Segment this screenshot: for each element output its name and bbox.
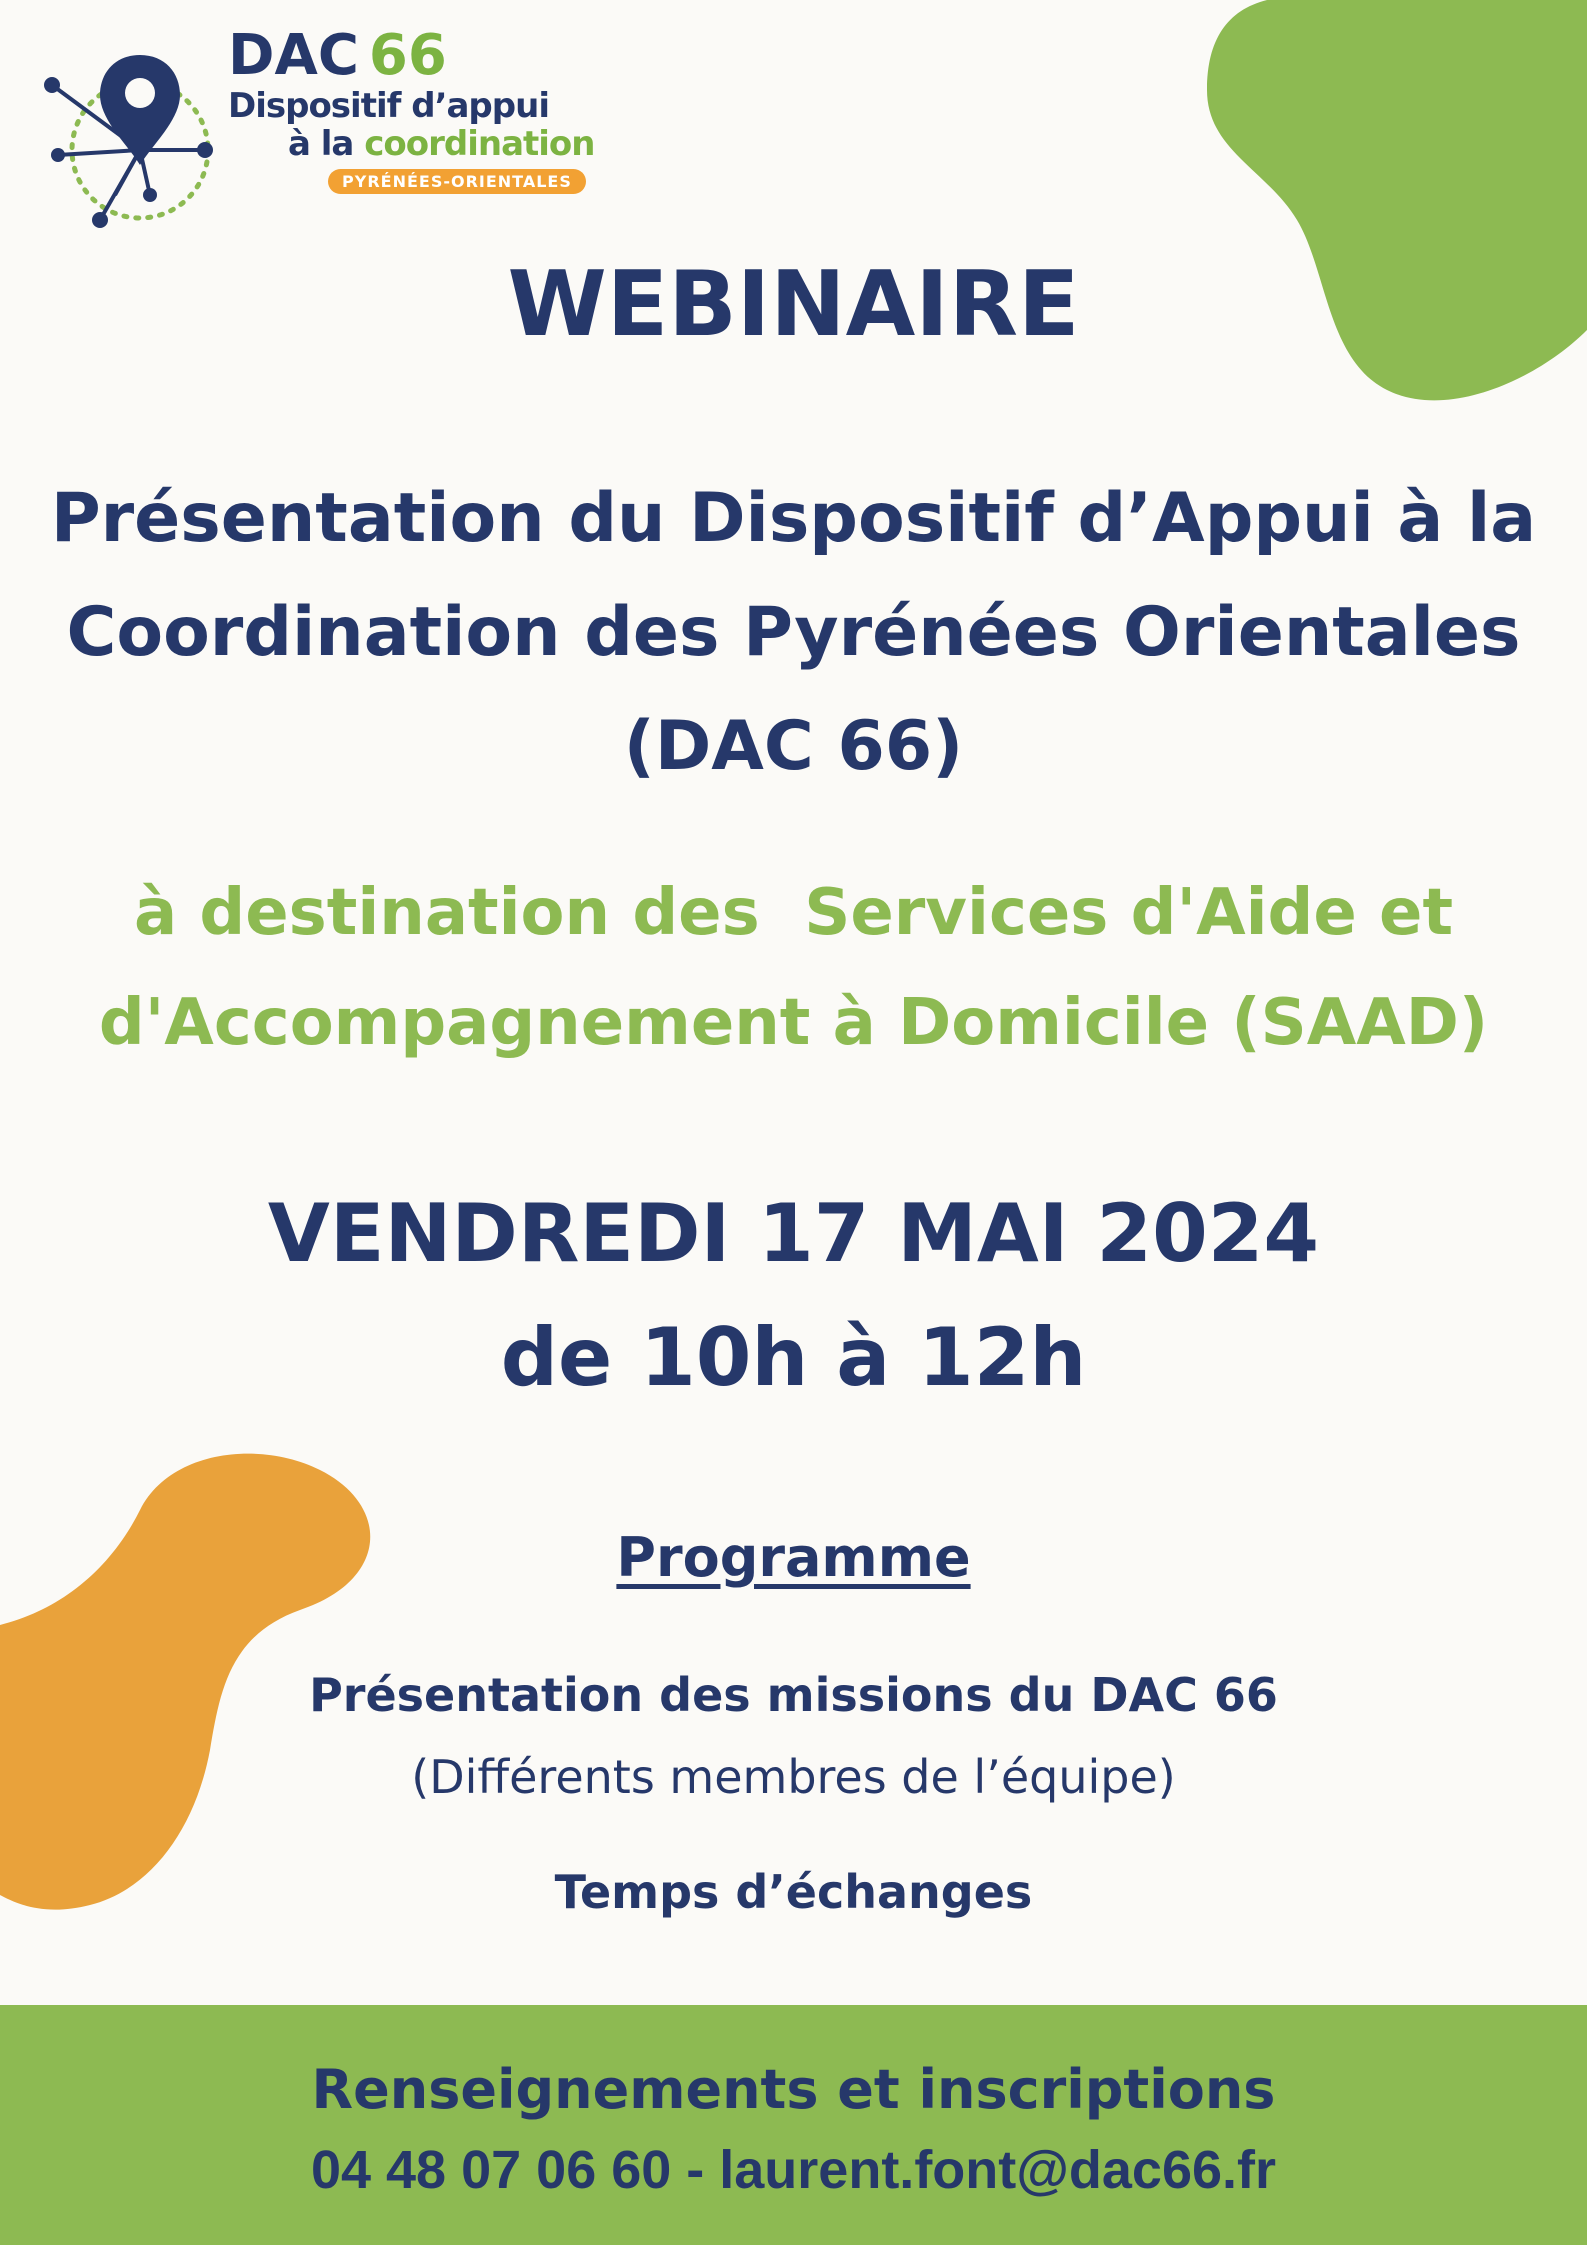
event-day: VENDREDI 17 MAI 2024 xyxy=(267,1187,1320,1280)
logo-text xyxy=(228,25,594,194)
event-audience-line: à destination des Services d'Aide et xyxy=(133,876,1454,950)
network-pin-icon xyxy=(40,35,230,235)
footer-contact: 04 48 07 06 60 - laurent.font@dac66.fr xyxy=(310,2140,1277,2200)
event-title-line: (DAC 66) xyxy=(623,707,964,786)
event-title-line: Présentation du Dispositif d’Appui à la xyxy=(50,479,1537,558)
page-heading: WEBINAIRE xyxy=(507,252,1080,357)
event-title-line: Coordination des Pyrénées Orientales xyxy=(66,593,1521,672)
event-title xyxy=(0,462,1587,804)
programme-item-detail: (Différents membres de l’équipe) xyxy=(411,1750,1176,1804)
programme-item-title: Temps d’échanges xyxy=(554,1865,1033,1919)
event-audience xyxy=(0,858,1587,1078)
programme-item-title: Présentation des missions du DAC 66 xyxy=(309,1668,1278,1722)
logo-tagline-2: à la coordination xyxy=(288,124,595,164)
logo-tagline-1: Dispositif d’appui xyxy=(228,86,549,126)
programme-heading: Programme xyxy=(616,1526,971,1589)
event-date xyxy=(0,1172,1587,1420)
logo-name: DAC 66 xyxy=(228,23,447,88)
event-time: de 10h à 12h xyxy=(500,1311,1087,1404)
logo-region-badge: PYRÉNÉES-ORIENTALES xyxy=(328,169,586,194)
event-audience-line: d'Accompagnement à Domicile (SAAD) xyxy=(98,986,1489,1060)
dac66-logo xyxy=(40,25,640,225)
footer-heading: Renseignements et inscriptions xyxy=(311,2058,1276,2121)
